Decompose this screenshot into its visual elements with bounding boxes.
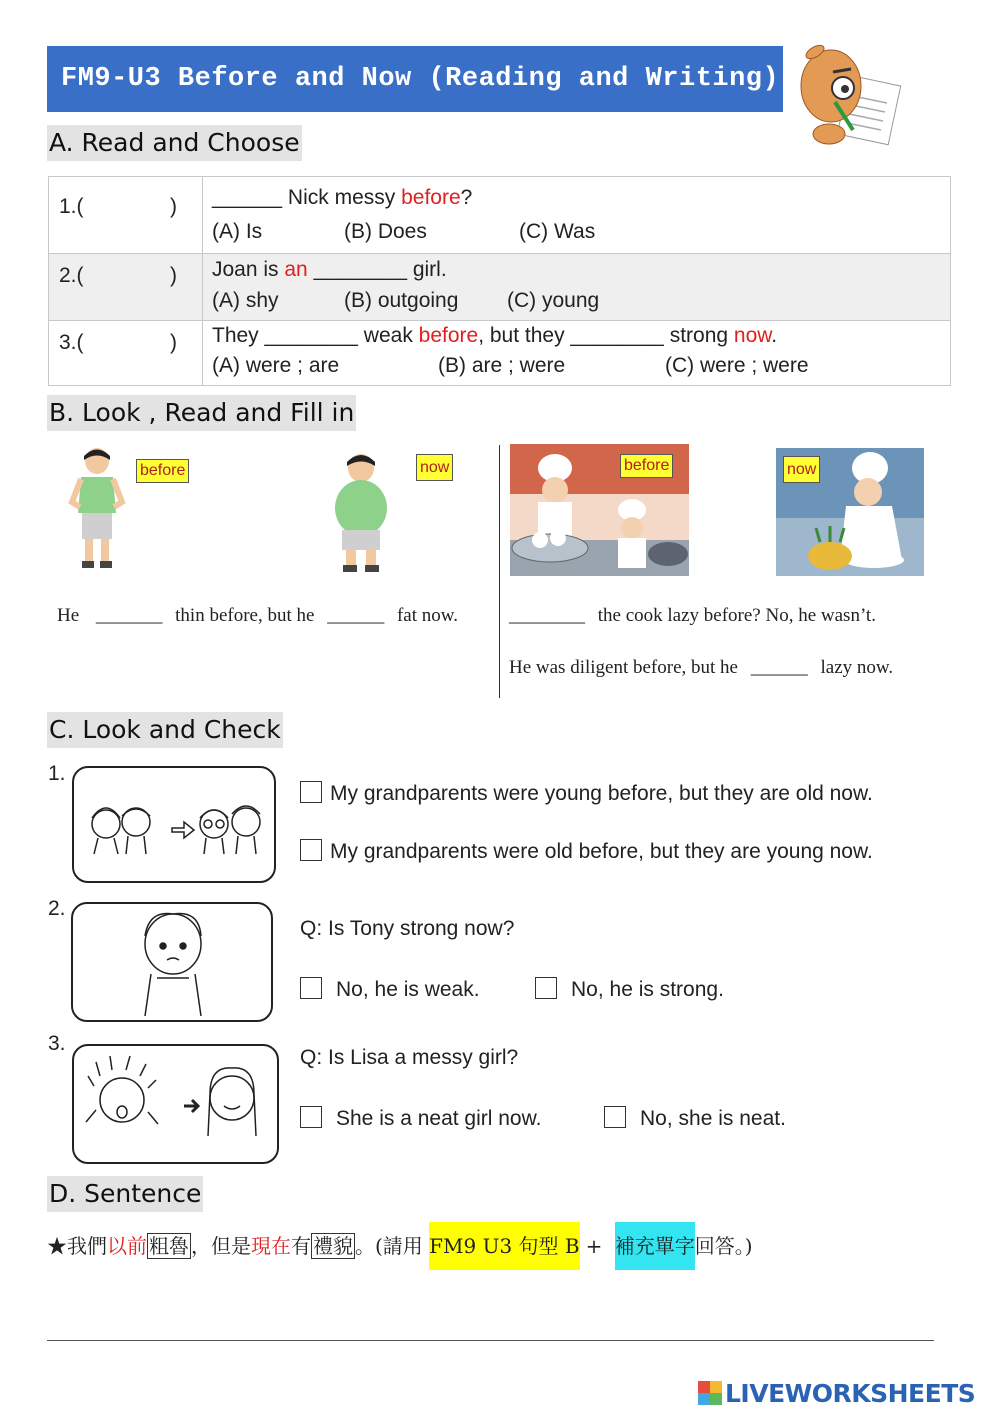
- instruction-fragment: 我們: [67, 1234, 107, 1258]
- table-row: [49, 321, 951, 386]
- grandparents-picture: [72, 766, 276, 883]
- question-fragment: ________ girl.: [307, 258, 447, 281]
- answer-blank[interactable]: ______: [327, 605, 385, 626]
- keyword-red: an: [284, 258, 308, 281]
- messy-to-neat-girl-icon: [74, 1046, 277, 1162]
- choice-row: [300, 781, 873, 806]
- question-3: Q: Is Lisa a messy girl?: [300, 1046, 519, 1069]
- now-tag: now: [783, 456, 820, 483]
- table-row: [49, 254, 951, 321]
- thin-boy-image: [66, 447, 128, 570]
- before-tag: before: [620, 454, 673, 478]
- option-b: (B) outgoing: [344, 289, 459, 312]
- question-fragment: They ________ weak: [212, 324, 419, 347]
- answer-cell-2[interactable]: [49, 254, 203, 321]
- question-text: [212, 181, 941, 215]
- paren-close: ): [170, 195, 177, 218]
- checkbox[interactable]: [300, 781, 322, 803]
- instruction-fragment: +: [585, 1234, 609, 1258]
- choice-label: My grandparents were young before, but they are old now.: [330, 782, 873, 805]
- choice-row: [300, 839, 873, 864]
- checkbox[interactable]: [300, 977, 322, 999]
- fill-sentence-1: [57, 605, 458, 627]
- instruction-fragment: 。(請用: [355, 1234, 430, 1258]
- section-d-heading: D. Sentence: [47, 1176, 203, 1212]
- reading-mascot-icon: [795, 42, 905, 154]
- choice-label: No, she is neat.: [640, 1107, 786, 1130]
- option-c: (C) were ; were: [665, 354, 809, 377]
- sentence-instruction: [47, 1222, 753, 1270]
- question-fragment: Joan is: [212, 258, 285, 281]
- choice-label: No, he is weak.: [336, 978, 480, 1001]
- question-number: 3.(: [59, 331, 84, 354]
- keyword-red: now: [733, 324, 772, 347]
- answer-blank[interactable]: ______: [750, 657, 808, 678]
- paren-close: ): [170, 264, 177, 287]
- star-icon: ★: [47, 1234, 67, 1258]
- instruction-fragment: 回答。): [694, 1234, 753, 1258]
- now-tag: now: [416, 454, 453, 481]
- section-a-heading: A. Read and Choose: [47, 125, 302, 161]
- fat-boy-image: [328, 452, 394, 573]
- question-number: 2.(: [59, 264, 84, 287]
- sentence-fragment: He: [57, 605, 80, 626]
- tony-picture: [71, 902, 273, 1022]
- question-number: 1.(: [59, 195, 84, 218]
- options-row: [212, 215, 941, 249]
- option-a: (A) shy: [212, 289, 279, 312]
- keyword-red: before: [418, 324, 479, 347]
- keyword-red: 以前: [107, 1234, 147, 1258]
- choice-row: [300, 977, 480, 1002]
- checkbox[interactable]: [604, 1106, 626, 1128]
- logo-text: LIVEWORKSHEETS: [725, 1378, 976, 1408]
- young-to-old-couple-icon: [74, 768, 274, 881]
- option-a: (A) were ; are: [212, 354, 340, 377]
- answer-blank[interactable]: ________: [509, 605, 585, 626]
- checkbox[interactable]: [300, 839, 322, 861]
- weak-boy-icon: [73, 904, 271, 1020]
- instruction-fragment: 有: [291, 1234, 311, 1258]
- option-a: (A) Is: [212, 220, 263, 243]
- divider: [499, 445, 500, 698]
- answer-line[interactable]: [47, 1340, 934, 1341]
- lisa-picture: [72, 1044, 279, 1164]
- option-b: (B) Does: [344, 220, 427, 243]
- item-number: 1.: [48, 762, 66, 785]
- option-c: (C) Was: [519, 220, 596, 243]
- liveworksheets-logo: [698, 1378, 990, 1408]
- choice-row: [300, 1106, 541, 1131]
- fill-sentence-3: [509, 657, 893, 679]
- choice-row: [604, 1106, 786, 1131]
- boxed-word: 禮貌: [313, 1234, 353, 1258]
- keyword-red: before: [401, 186, 461, 209]
- answer-cell-1[interactable]: [49, 177, 203, 254]
- worksheet-title: FM9-U3 Before and Now (Reading and Writing): [47, 46, 783, 112]
- multiple-choice-table: [48, 176, 951, 386]
- sentence-fragment: the cook lazy before? No, he wasn’t.: [597, 605, 876, 626]
- question-text: [212, 254, 941, 285]
- sentence-fragment: lazy now.: [820, 657, 894, 678]
- question-fragment: Nick messy: [282, 186, 402, 209]
- fill-sentence-2: [509, 605, 876, 627]
- sentence-fragment: fat now.: [396, 605, 458, 626]
- options-row: [212, 351, 941, 381]
- choice-row: [535, 977, 724, 1002]
- question-fragment: , but they ________ strong: [478, 324, 734, 347]
- choice-label: My grandparents were old before, but they are young now.: [330, 840, 873, 863]
- paren-close: ): [170, 331, 177, 354]
- boxed-word: 粗魯: [149, 1234, 189, 1258]
- keyword-red: 現在: [251, 1234, 291, 1258]
- instruction-fragment: ，但是: [191, 1234, 251, 1258]
- option-c: (C) young: [507, 289, 600, 312]
- choice-label: No, he is strong.: [571, 978, 724, 1001]
- answer-blank: ______: [212, 186, 283, 209]
- question-text: [212, 321, 941, 351]
- choice-label: She is a neat girl now.: [336, 1107, 542, 1130]
- answer-blank[interactable]: _______: [95, 605, 163, 626]
- question-fragment: ?: [460, 186, 473, 209]
- options-row: [212, 285, 941, 316]
- answer-cell-3[interactable]: [49, 321, 203, 386]
- logo-mark-icon: [698, 1381, 722, 1405]
- option-b: (B) are ; were: [438, 354, 566, 377]
- question-fragment: .: [771, 324, 778, 347]
- sentence-fragment: He was diligent before, but he: [509, 657, 738, 678]
- question-2: Q: Is Tony strong now?: [300, 917, 515, 940]
- sentence-fragment: thin before, but he: [175, 605, 315, 626]
- item-number: 2.: [48, 897, 66, 920]
- section-b-heading: B. Look , Read and Fill in: [47, 395, 356, 431]
- highlight-cyan: 補充單字: [615, 1222, 695, 1270]
- before-tag: before: [136, 459, 189, 483]
- checkbox[interactable]: [535, 977, 557, 999]
- checkbox[interactable]: [300, 1106, 322, 1128]
- section-c-heading: C. Look and Check: [47, 712, 283, 748]
- highlight-yellow: FM9 U3 句型 B: [429, 1222, 579, 1270]
- table-row: [49, 177, 951, 254]
- item-number: 3.: [48, 1032, 66, 1055]
